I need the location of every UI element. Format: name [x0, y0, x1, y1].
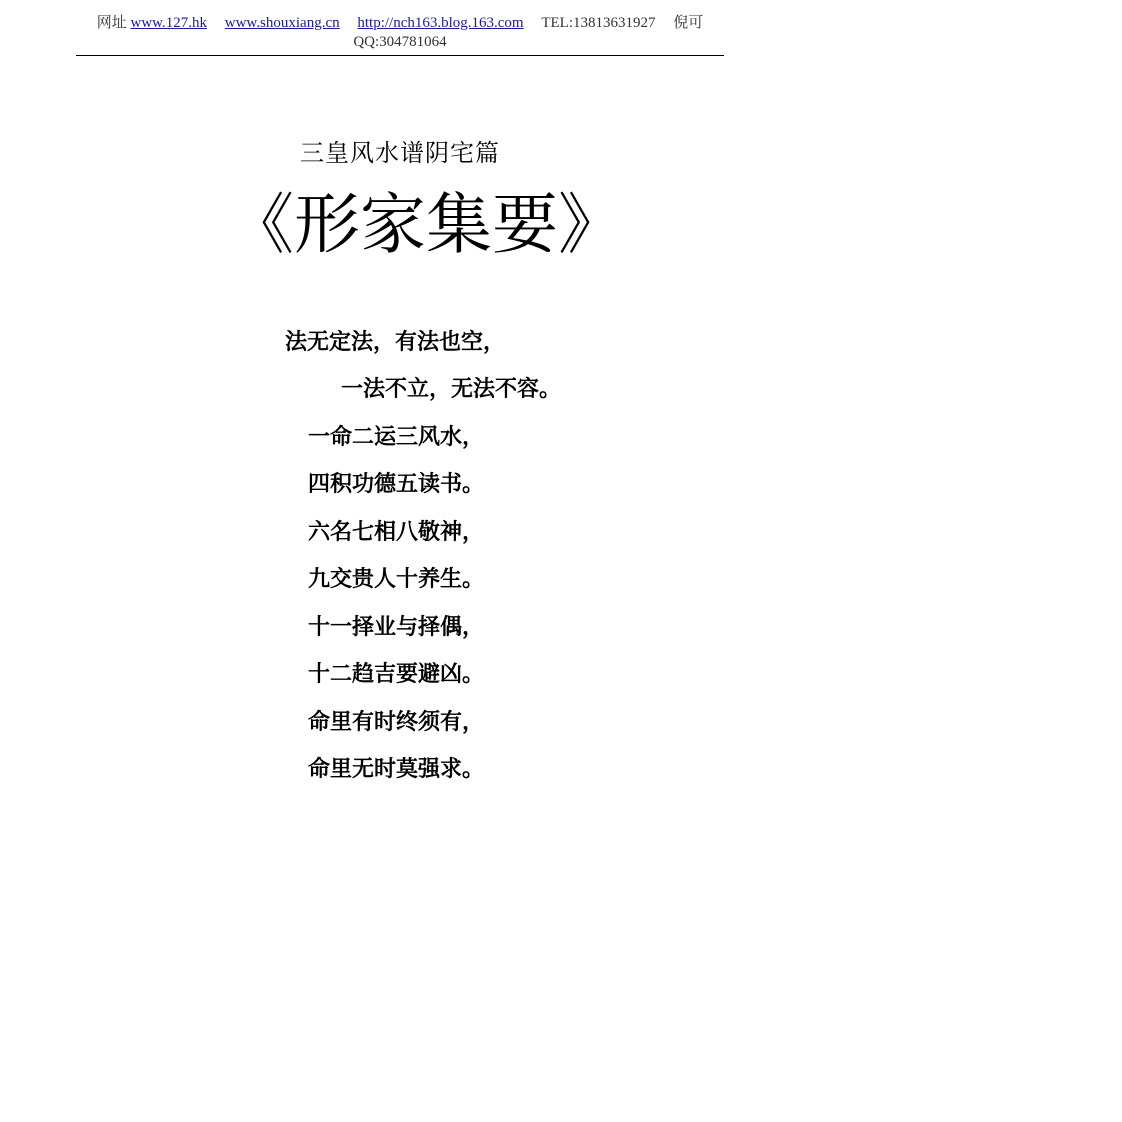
website-label-group [97, 14, 207, 33]
website-label: 网址 [96, 15, 127, 31]
poem-line: 命里无时莫强求。 [308, 757, 485, 782]
link-127-hk[interactable]: www.127.hk [130, 15, 208, 31]
link-shouxiang[interactable]: www.shouxiang.cn [224, 15, 340, 31]
page-header [76, 14, 724, 52]
link-blog[interactable]: http://nch163.blog.163.com [357, 15, 524, 31]
document-subtitle: 三皇风水谱阴宅篇 [300, 139, 500, 167]
qq-text: QQ:304781064 [353, 34, 447, 50]
poem-line: 十一择业与择偶， [308, 615, 485, 640]
poem-line: 法无定法，有法也空， [285, 330, 506, 355]
tel-text: TEL:13813631927 [541, 15, 656, 31]
poem-line: 九交贵人十养生。 [308, 567, 485, 592]
header-links-row [76, 14, 724, 33]
header-divider [76, 55, 724, 56]
poem-line: 命里有时终须有， [308, 710, 485, 735]
poem-line: 一命二运三风水， [308, 425, 485, 450]
poem-line: 一法不立，无法不容。 [341, 377, 562, 402]
document-title: 《形家集要》 [228, 186, 624, 263]
poem-line: 四积功德五读书。 [308, 472, 485, 497]
poem-line: 十二趋吉要避凶。 [308, 662, 485, 687]
author-name: 倪可 [673, 15, 704, 31]
poem-line: 六名七相八敬神， [308, 520, 485, 545]
